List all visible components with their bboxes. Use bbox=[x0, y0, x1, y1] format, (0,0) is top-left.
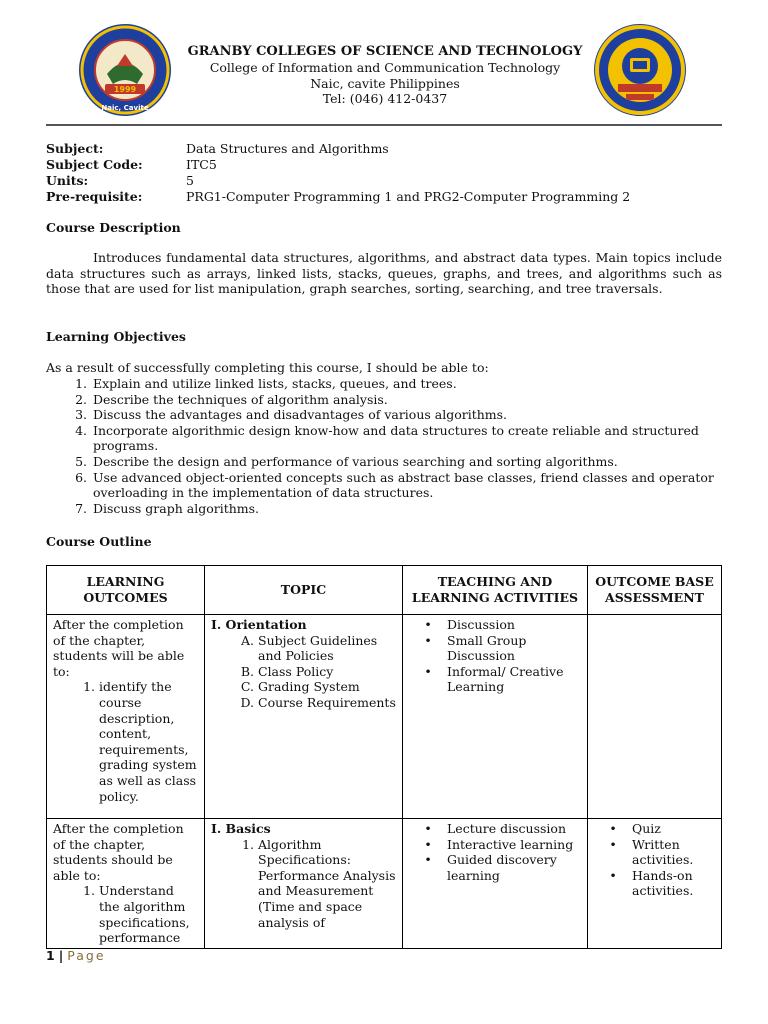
objective-number: 7. bbox=[75, 500, 87, 516]
table-row bbox=[47, 819, 722, 949]
objective-number: 1. bbox=[75, 376, 87, 391]
outcome-item: identify the course description, content, requirements, grading system as well as class policy. bbox=[99, 679, 197, 804]
column-header-learning-outcomes: LEARNING OUTCOMES bbox=[47, 566, 205, 615]
topic-marker: A. bbox=[240, 632, 254, 648]
subject-row bbox=[46, 141, 630, 157]
list-item bbox=[594, 821, 715, 837]
column-header-activities: TEACHING AND LEARNING ACTIVITIES bbox=[403, 566, 588, 615]
topic-item: Algorithm Specifications: Performance Analysis and Measurement (Time and space analysis of bbox=[258, 836, 396, 930]
column-header-assessment: OUTCOME BASE ASSESSMENT bbox=[588, 566, 722, 615]
activities-cell bbox=[403, 819, 588, 949]
subject-code-value: ITC5 bbox=[186, 157, 217, 172]
learning-objectives-heading: Learning Objectives bbox=[46, 329, 186, 344]
list-item bbox=[46, 392, 722, 408]
assessment-item: Quiz bbox=[632, 821, 661, 836]
topic-item: Subject Guidelines and Policies bbox=[258, 632, 378, 664]
objective-text: Explain and utilize linked lists, stacks, queues, and trees. bbox=[93, 376, 457, 391]
outcome-intro: After the completion of the chapter, students will be able to: bbox=[53, 617, 185, 679]
list-item bbox=[211, 837, 396, 931]
list-item bbox=[211, 633, 396, 664]
topic-item: Grading System bbox=[258, 679, 360, 695]
objective-text: Incorporate algorithmic design know-how and data structures to create reliable and structured programs. bbox=[93, 422, 699, 454]
list-item bbox=[46, 470, 722, 501]
prerequisite-value: PRG1-Computer Programming 1 and PRG2-Computer Programming 2 bbox=[186, 189, 631, 204]
bullet-icon: • bbox=[424, 821, 432, 836]
list-item bbox=[409, 852, 581, 883]
list-item bbox=[409, 837, 581, 853]
list-item bbox=[46, 376, 722, 392]
seal-place: Naic, Cavite bbox=[101, 104, 149, 112]
units-value: 5 bbox=[186, 173, 194, 188]
list-item bbox=[211, 695, 396, 711]
assessment-cell bbox=[588, 615, 722, 819]
bullet-icon: • bbox=[424, 617, 432, 632]
page-number: 1 bbox=[46, 948, 55, 963]
activity-item: Guided discovery learning bbox=[447, 852, 557, 883]
topic-marker: B. bbox=[240, 663, 254, 679]
activity-item: Discussion bbox=[447, 617, 515, 632]
list-item bbox=[409, 633, 581, 664]
bullet-icon: • bbox=[609, 836, 617, 852]
course-description-text: Introduces fundamental data structures, algorithms, and abstract data types. Main topics include data structures such as arrays, linked lists, stacks, queues, graphs, and trees, and algorithms such as those that are used for list manipulation, graph searches, sorting, searching, and tree traversals. bbox=[46, 250, 722, 297]
list-item bbox=[46, 423, 722, 454]
objective-text: Discuss graph algorithms. bbox=[93, 500, 260, 516]
list-item bbox=[211, 664, 396, 680]
list-item bbox=[46, 407, 722, 423]
bullet-icon: • bbox=[424, 852, 432, 868]
list-item bbox=[594, 868, 715, 899]
column-header-topic: TOPIC bbox=[205, 566, 403, 615]
course-outline-heading: Course Outline bbox=[46, 534, 152, 549]
assessment-cell bbox=[588, 819, 722, 949]
outcome-cell bbox=[47, 615, 205, 819]
activity-item: Interactive learning bbox=[447, 836, 574, 852]
telephone: Tel: (046) 412-0437 bbox=[322, 91, 448, 106]
activities-cell bbox=[403, 615, 588, 819]
topic-marker: D. bbox=[240, 694, 254, 710]
topic-marker: 1. bbox=[242, 836, 254, 852]
activity-item: Informal/ Creative Learning bbox=[447, 663, 564, 695]
bullet-icon: • bbox=[609, 867, 617, 883]
outcome-item: Understand the algorithm specifications, performance bbox=[99, 883, 190, 946]
learning-objectives-list bbox=[46, 376, 722, 516]
list-item bbox=[409, 617, 581, 633]
bullet-icon: • bbox=[424, 836, 432, 852]
address: Naic, cavite Philippines bbox=[310, 76, 460, 91]
course-outline-table bbox=[46, 565, 722, 949]
prerequisite-label: Pre-requisite: bbox=[46, 189, 143, 204]
activity-item: Small Group Discussion bbox=[447, 632, 527, 664]
objective-number: 6. bbox=[75, 469, 87, 485]
seal-year: 1999 bbox=[113, 85, 137, 94]
list-item bbox=[594, 837, 715, 868]
list-item bbox=[409, 821, 581, 837]
assessment-item: Hands-on activities. bbox=[632, 867, 694, 899]
topic-title: I. Basics bbox=[211, 821, 271, 836]
prerequisite-row bbox=[46, 189, 630, 205]
course-description-heading: Course Description bbox=[46, 220, 181, 235]
subject-code-row bbox=[46, 157, 630, 173]
header-divider bbox=[46, 124, 722, 126]
subject-code-label: Subject Code: bbox=[46, 157, 143, 172]
objective-text: Describe the techniques of algorithm analysis. bbox=[93, 391, 388, 407]
assessment-item: Written activities. bbox=[632, 836, 694, 868]
institution-name: GRANBY COLLEGES OF SCIENCE AND TECHNOLOGY bbox=[187, 44, 583, 59]
page-separator: | bbox=[58, 948, 64, 963]
list-item bbox=[46, 501, 722, 517]
outcome-number: 1. bbox=[83, 679, 95, 695]
page-footer bbox=[46, 948, 106, 963]
list-item bbox=[46, 454, 722, 470]
objective-number: 4. bbox=[75, 422, 87, 438]
units-row bbox=[46, 173, 630, 189]
topic-cell bbox=[205, 819, 403, 949]
topic-marker: C. bbox=[240, 679, 254, 695]
objective-number: 5. bbox=[75, 453, 87, 469]
topic-cell bbox=[205, 615, 403, 819]
list-item bbox=[409, 664, 581, 695]
table-header-row bbox=[47, 566, 722, 615]
outcome-intro: After the completion of the chapter, students should be able to: bbox=[53, 821, 184, 883]
objective-text: Describe the design and performance of various searching and sorting algorithms. bbox=[93, 453, 618, 469]
subject-label: Subject: bbox=[46, 141, 104, 156]
objective-number: 2. bbox=[75, 391, 87, 407]
outcome-cell bbox=[47, 819, 205, 949]
objective-text: Discuss the advantages and disadvantages of various algorithms. bbox=[93, 407, 508, 423]
units-label: Units: bbox=[46, 173, 89, 188]
bullet-icon: • bbox=[609, 821, 617, 836]
list-item bbox=[211, 679, 396, 695]
objective-text: Use advanced object-oriented concepts such as abstract base classes, friend classes and operator overloading in the implementation of data structures. bbox=[93, 469, 714, 501]
learning-objectives-intro: As a result of successfully completing this course, I should be able to: bbox=[46, 360, 489, 375]
topic-title: I. Orientation bbox=[211, 617, 307, 632]
subject-info bbox=[46, 141, 630, 205]
topic-item: Course Requirements bbox=[258, 694, 396, 710]
table-row bbox=[47, 615, 722, 819]
subject-value: Data Structures and Algorithms bbox=[186, 141, 389, 156]
activity-item: Lecture discussion bbox=[447, 821, 566, 836]
page-label: Page bbox=[67, 948, 106, 963]
bullet-icon: • bbox=[424, 663, 432, 679]
topic-item: Class Policy bbox=[258, 663, 334, 679]
outcome-number: 1. bbox=[83, 883, 95, 899]
bullet-icon: • bbox=[424, 632, 432, 648]
college-name: College of Information and Communication Technology bbox=[209, 60, 561, 75]
objective-number: 3. bbox=[75, 407, 87, 423]
